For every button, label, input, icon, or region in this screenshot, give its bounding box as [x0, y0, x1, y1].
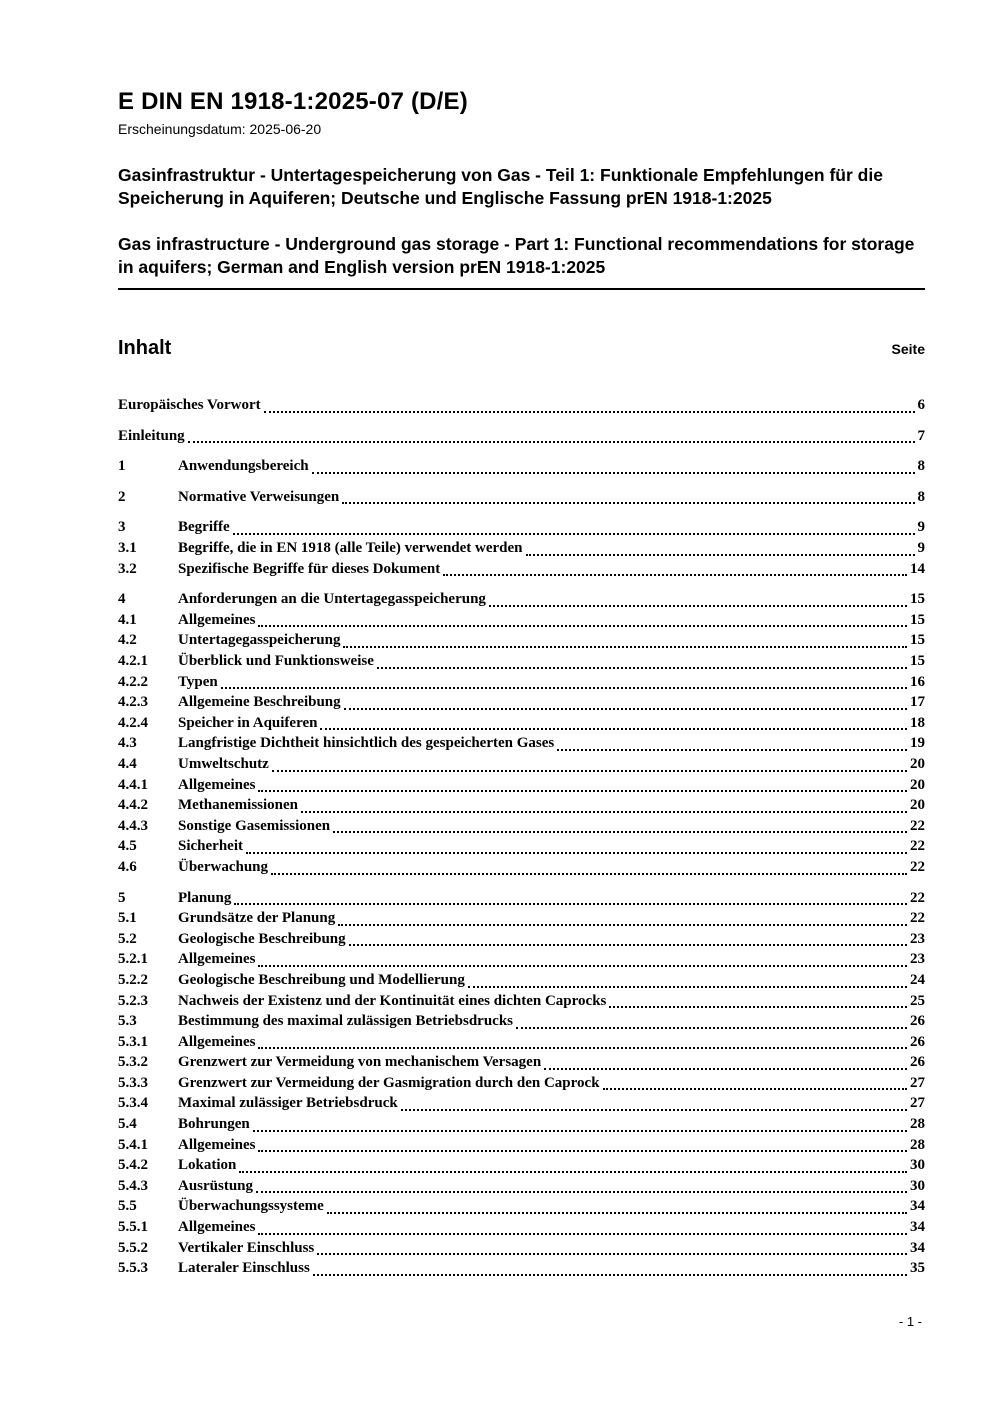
toc-entry-number: 5.5.3	[118, 1260, 148, 1277]
toc-entry-title: Grundsätze der Planung	[178, 910, 336, 927]
toc-leader-dots	[333, 831, 907, 833]
toc-entry-page: 22	[910, 910, 925, 927]
toc-entry-title: Allgemeines	[178, 951, 256, 968]
toc-entry	[118, 517, 925, 538]
toc-leader-dots	[258, 1047, 907, 1049]
toc-entry-number: 4.2	[118, 632, 137, 649]
toc-entry-page: 28	[910, 1116, 925, 1133]
toc-leader-dots	[258, 1233, 907, 1235]
toc-entry-number: 4.5	[118, 838, 137, 855]
toc-entry-page: 23	[910, 930, 925, 947]
toc-entry-number: 3	[118, 519, 126, 536]
toc-entry-title: Überwachungssysteme	[178, 1198, 324, 1215]
toc-entry-number: 5.2	[118, 930, 137, 947]
toc-entry-page: 22	[910, 838, 925, 855]
toc-leader-dots	[516, 1027, 907, 1029]
toc-leader-dots	[526, 554, 915, 556]
toc-entry-number: 5.3	[118, 1013, 137, 1030]
toc-entry	[118, 1176, 925, 1197]
toc-leader-dots	[258, 965, 907, 967]
toc-entry	[118, 487, 925, 508]
toc-leader-dots	[313, 1274, 907, 1276]
toc-entry	[118, 713, 925, 734]
toc-entry-number: 4.4.1	[118, 776, 148, 793]
toc-entry	[118, 630, 925, 651]
toc-entry-title: Allgemeines	[178, 776, 256, 793]
toc-entry	[118, 1217, 925, 1238]
toc-entry-number: 5.4.3	[118, 1177, 148, 1194]
toc-entry-page: 15	[910, 591, 925, 608]
toc-entry-title: Allgemeine Beschreibung	[178, 694, 341, 711]
toc-entry-title: Grenzwert zur Vermeidung der Gasmigration durch den Caprock	[178, 1074, 600, 1091]
toc-entry-number: 5.5	[118, 1198, 137, 1215]
toc-leader-dots	[272, 770, 907, 772]
toc-entry-title: Normative Verweisungen	[178, 488, 340, 505]
toc-entry-title: Vertikaler Einschluss	[178, 1239, 315, 1256]
toc-leader-dots	[258, 1150, 907, 1152]
toc-group	[118, 395, 925, 416]
toc-entry-title: Lateraler Einschluss	[178, 1260, 310, 1277]
toc-entry-number: 4.4.3	[118, 817, 148, 834]
toc-entry	[118, 733, 925, 754]
toc-entry	[118, 1011, 925, 1032]
toc-entry	[118, 949, 925, 970]
toc-entry-page: 20	[910, 797, 925, 814]
toc-entry-page: 22	[910, 858, 925, 875]
toc-entry-page: 27	[910, 1074, 925, 1091]
document-title-german: Gasinfrastruktur - Untertagespeicherung von Gas - Teil 1: Funktionale Empfehlungen für die Speicherung in Aquiferen; Deutsche und Englische Fassung prEN 1918-1:2025	[118, 165, 883, 209]
toc-leader-dots	[343, 646, 907, 648]
toc-entry-title: Langfristige Dichtheit hinsichtlich des gespeicherten Gases	[178, 735, 555, 752]
toc-entry	[118, 1196, 925, 1217]
toc-entry	[118, 836, 925, 857]
toc-leader-dots	[557, 749, 907, 751]
toc-entry-number: 4.4.2	[118, 797, 148, 814]
toc-entry	[118, 1073, 925, 1094]
toc-entry-title: Grenzwert zur Vermeidung von mechanischem Versagen	[178, 1054, 542, 1071]
publish-date: Erscheinungsdatum: 2025-06-20	[118, 121, 322, 137]
toc-entry-number: 4.1	[118, 611, 137, 628]
toc-entry	[118, 991, 925, 1012]
toc-leader-dots	[271, 873, 907, 875]
toc-entry-page: 30	[910, 1177, 925, 1194]
toc-entry-number: 2	[118, 488, 126, 505]
toc-entry-page: 16	[910, 673, 925, 690]
toc-entry-title: Sicherheit	[178, 838, 243, 855]
toc-entry	[118, 1238, 925, 1259]
toc-entry-page: 28	[910, 1136, 925, 1153]
toc-entry-page: 6	[917, 397, 925, 414]
toc-entry	[118, 888, 925, 909]
toc-group	[118, 487, 925, 508]
toc-entry-title: Umweltschutz	[178, 755, 269, 772]
toc-entry-title: Allgemeines	[178, 1136, 256, 1153]
toc-entry-number: 5	[118, 889, 126, 906]
toc-entry-number: 4.2.2	[118, 673, 148, 690]
toc-entry	[118, 538, 925, 559]
toc-entry-number: 3.2	[118, 560, 137, 577]
toc-entry	[118, 1032, 925, 1053]
toc-entry-number: 5.5.2	[118, 1239, 148, 1256]
toc-leader-dots	[233, 533, 915, 535]
toc-entry-title: Sonstige Gasemissionen	[178, 817, 331, 834]
toc-entry-title: Allgemeines	[178, 1219, 256, 1236]
toc-entry	[118, 589, 925, 610]
toc-leader-dots	[312, 472, 915, 474]
toc-entry-number: 4.6	[118, 858, 137, 875]
toc-entry-number: 4.2.3	[118, 694, 148, 711]
toc-entry-number: 4.4	[118, 755, 137, 772]
toc-entry	[118, 857, 925, 878]
toc-entry-number: 5.4.1	[118, 1136, 148, 1153]
toc-leader-dots	[246, 852, 907, 854]
toc-entry-page: 34	[910, 1219, 925, 1236]
toc-entry-page: 35	[910, 1260, 925, 1277]
toc-entry-title: Begriffe, die in EN 1918 (alle Teile) verwendet werden	[178, 540, 523, 557]
toc-leader-dots	[342, 502, 914, 504]
doc-number-title: E DIN EN 1918-1:2025-07 (D/E)	[118, 88, 468, 115]
toc-entry-page: 9	[917, 519, 925, 536]
toc-leader-dots	[344, 708, 907, 710]
toc-entry-title: Allgemeines	[178, 1033, 256, 1050]
toc-entry	[118, 1155, 925, 1176]
toc-entry	[118, 816, 925, 837]
toc-entry-page: 22	[910, 889, 925, 906]
toc-leader-dots	[609, 1006, 907, 1008]
toc-entry-page: 24	[910, 971, 925, 988]
toc-entry-page: 22	[910, 817, 925, 834]
toc-entry-number: 5.3.3	[118, 1074, 148, 1091]
toc-entry-number: 4.3	[118, 735, 137, 752]
toc-entry-title: Lokation	[178, 1157, 237, 1174]
toc-group	[118, 888, 925, 1279]
toc-entry-number: 5.1	[118, 910, 137, 927]
toc-entry-title: Anforderungen an die Untertagegasspeicherung	[178, 591, 486, 608]
toc-entry-title: Planung	[178, 889, 232, 906]
toc-entry-title: Typen	[178, 673, 218, 690]
toc-entry-title: Anwendungsbereich	[178, 458, 309, 475]
toc-entry-page: 26	[910, 1033, 925, 1050]
toc-entry-page: 15	[910, 632, 925, 649]
toc-group	[118, 426, 925, 447]
toc-entry-number: 5.2.3	[118, 992, 148, 1009]
toc-leader-dots	[603, 1088, 907, 1090]
toc-group	[118, 456, 925, 477]
toc-entry-page: 8	[917, 488, 925, 505]
toc-entry-page: 15	[910, 653, 925, 669]
toc-entry	[118, 775, 925, 796]
toc-entry-title: Methanemissionen	[178, 797, 298, 814]
toc-entry	[118, 559, 925, 580]
toc-entry-title: Einleitung	[118, 427, 185, 444]
toc-entry	[118, 426, 925, 447]
toc-entry-page: 30	[910, 1157, 925, 1174]
toc-entry-title: Überblick und Funktionsweise	[178, 653, 374, 669]
toc-entry	[118, 754, 925, 775]
toc-leader-dots	[338, 924, 907, 926]
toc-leader-dots	[317, 1253, 907, 1255]
toc-entry-page: 14	[910, 560, 925, 577]
toc-entry-number: 5.3.4	[118, 1095, 148, 1112]
toc-entry-page: 8	[917, 458, 925, 475]
toc-entry-number: 5.5.1	[118, 1219, 148, 1236]
toc-entry	[118, 795, 925, 816]
toc-header	[118, 337, 925, 360]
toc-entry-title: Überwachung	[178, 858, 269, 875]
toc-leader-dots	[188, 441, 915, 443]
toc-entry-page: 15	[910, 611, 925, 628]
toc-leader-dots	[239, 1171, 907, 1173]
toc-entry-page: 26	[910, 1013, 925, 1030]
toc-leader-dots	[258, 625, 907, 627]
toc-entry-number: 5.2.1	[118, 951, 148, 968]
toc-leader-dots	[377, 667, 907, 669]
toc-entry-title: Bohrungen	[178, 1116, 250, 1133]
toc-entry	[118, 1093, 925, 1114]
toc-entry	[118, 929, 925, 950]
toc-entry-page: 7	[917, 427, 925, 444]
toc-list	[118, 395, 925, 1279]
toc-entry-number: 5.2.2	[118, 971, 148, 988]
toc-entry-page: 20	[910, 755, 925, 772]
toc-entry	[118, 651, 925, 672]
toc-entry-number: 5.3.2	[118, 1054, 148, 1071]
toc-leader-dots	[258, 790, 907, 792]
toc-entry	[118, 610, 925, 631]
toc-entry-number: 5.4.2	[118, 1157, 148, 1174]
toc-entry	[118, 672, 925, 693]
toc-entry	[118, 1258, 925, 1279]
toc-entry-title: Ausrüstung	[178, 1177, 254, 1194]
toc-entry-page: 34	[910, 1239, 925, 1256]
toc-entry-title: Bestimmung des maximal zulässigen Betriebsdrucks	[178, 1013, 514, 1030]
toc-leader-dots	[301, 811, 907, 813]
toc-entry-title: Maximal zulässiger Betriebsdruck	[178, 1095, 398, 1112]
toc-entry	[118, 1052, 925, 1073]
toc-entry-number: 4.2.1	[118, 653, 148, 669]
toc-entry-number: 5.3.1	[118, 1033, 148, 1050]
toc-entry-title: Begriffe	[178, 519, 230, 536]
toc-entry-title: Nachweis der Existenz und der Kontinuität eines dichten Caprocks	[178, 992, 607, 1009]
toc-entry	[118, 456, 925, 477]
toc-group	[118, 517, 925, 579]
toc-entry	[118, 970, 925, 991]
toc-leader-dots	[320, 728, 907, 730]
toc-entry-number: 4	[118, 591, 126, 608]
toc-entry-title: Allgemeines	[178, 611, 256, 628]
toc-entry	[118, 908, 925, 929]
toc-group	[118, 589, 925, 877]
toc-entry-page: 27	[910, 1095, 925, 1112]
toc-entry-page: 19	[910, 735, 925, 752]
toc-entry-title: Geologische Beschreibung	[178, 930, 346, 947]
toc-entry	[118, 1135, 925, 1156]
toc-entry-title: Untertagegasspeicherung	[178, 632, 341, 649]
toc-leader-dots	[468, 986, 907, 988]
toc-entry-page: 34	[910, 1198, 925, 1215]
toc-entry-number: 1	[118, 458, 126, 475]
toc-entry-page: 9	[917, 540, 925, 557]
toc-entry-page: 25	[910, 992, 925, 1009]
toc-entry	[118, 692, 925, 713]
toc-entry-page: 18	[910, 714, 925, 731]
toc-heading: Inhalt	[118, 337, 172, 360]
toc-leader-dots	[401, 1109, 907, 1111]
toc-leader-dots	[327, 1212, 907, 1214]
page-number: - 1 -	[898, 1314, 922, 1329]
toc-entry-number: 3.1	[118, 540, 137, 557]
toc-leader-dots	[489, 605, 907, 607]
toc-entry-title: Europäisches Vorwort	[118, 397, 261, 414]
toc-entry-number: 4.2.4	[118, 714, 148, 731]
toc-leader-dots	[234, 903, 907, 905]
document-title-english: Gas infrastructure - Underground gas storage - Part 1: Functional recommendations for storage in aquifers; German and English version prEN 1918-1:2025	[118, 233, 925, 291]
toc-entry-page: 23	[910, 951, 925, 968]
toc-leader-dots	[544, 1068, 907, 1070]
toc-leader-dots	[221, 687, 907, 689]
toc-page-column-label: Seite	[891, 341, 925, 358]
toc-leader-dots	[264, 411, 915, 413]
toc-entry-page: 26	[910, 1054, 925, 1071]
toc-leader-dots	[349, 944, 907, 946]
toc-entry	[118, 1114, 925, 1135]
toc-entry-number: 5.4	[118, 1116, 137, 1133]
toc-entry-page: 20	[910, 776, 925, 793]
toc-entry	[118, 395, 925, 416]
toc-entry-page: 17	[910, 694, 925, 711]
toc-leader-dots	[253, 1130, 907, 1132]
toc-leader-dots	[256, 1191, 907, 1193]
toc-leader-dots	[443, 574, 907, 576]
toc-entry-title: Spezifische Begriffe für dieses Dokument	[178, 560, 441, 577]
toc-entry-title: Geologische Beschreibung und Modellierung	[178, 971, 465, 988]
toc-entry-title: Speicher in Aquiferen	[178, 714, 318, 731]
